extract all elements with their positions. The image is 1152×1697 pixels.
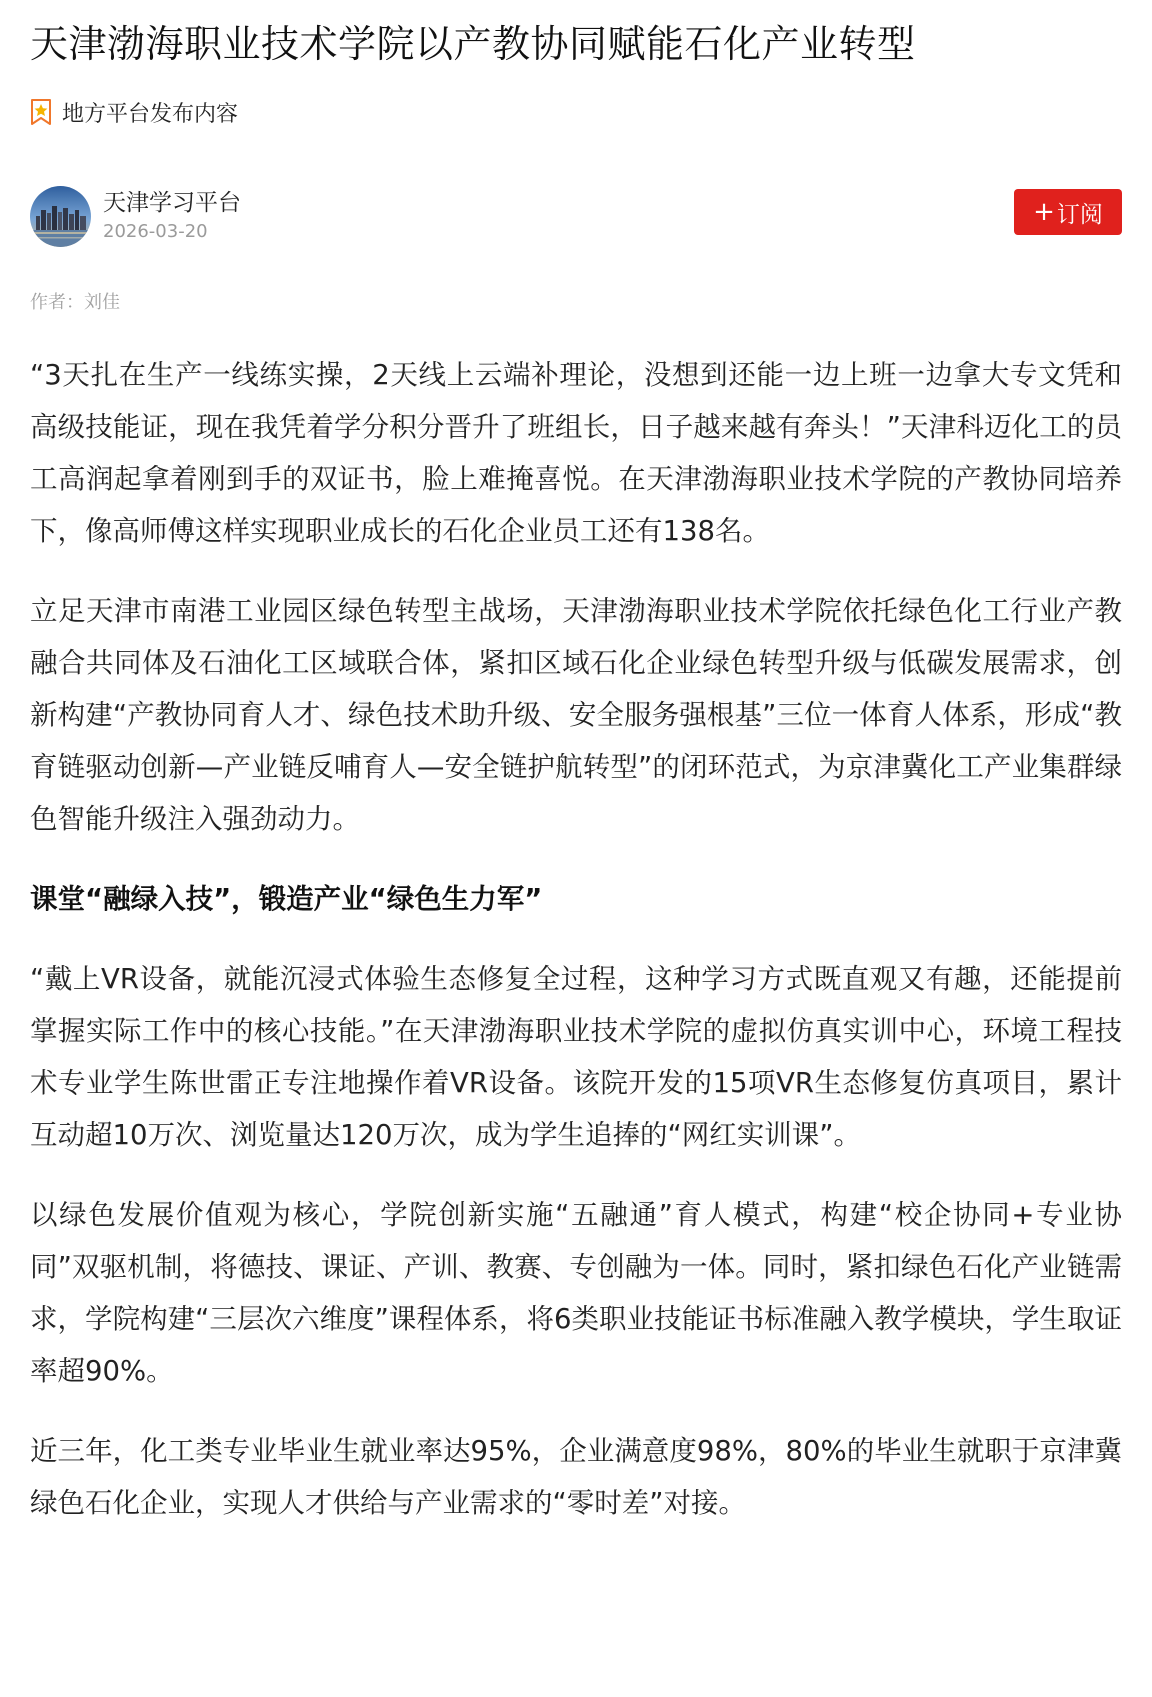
author-line: 作者：刘佳 <box>30 292 120 313</box>
article-paragraph: 近三年，化工类专业毕业生就业率达95%，企业满意度98%，80%的毕业生就职于京津冀绿色石化企业，实现人才供给与产业需求的“零时差”对接。 <box>30 1435 1122 1519</box>
publisher-avatar[interactable] <box>30 186 91 247</box>
subscribe-label: 订阅 <box>1056 201 1103 228</box>
article-paragraph: 立足天津市南港工业园区绿色转型主战场，天津渤海职业技术学院依托绿色化工行业产教融合共同体及石油化工区域联合体，紧扣区域石化企业绿色转型升级与低碳发展需求，创新构建“产教协同育人才、绿色技术助升级、安全服务强根基”三位一体育人体系，形成“教育链驱动创新—产业链反哺育人—安全链护航转型”的闭环范式，为京津冀化工产业集群绿色智能升级注入强劲动力。 <box>30 595 1122 835</box>
publisher-row <box>30 185 1122 247</box>
article-paragraph: 以绿色发展价值观为核心，学院创新实施“五融通”育人模式，构建“校企协同+专业协同”双驱机制，将德技、课证、产训、教赛、专创融为一体。同时，紧扣绿色石化产业链需求，学院构建“三层次六维度”课程体系，将6类职业技能证书标准融入教学模块，学生取证率超90%。 <box>30 1199 1122 1387</box>
plus-icon: + <box>1033 197 1055 227</box>
article-paragraph: “3天扎在生产一线练实操，2天线上云端补理论，没想到还能一边上班一边拿大专文凭和高级技能证，现在我凭着学分积分晋升了班组长，日子越来越有奔头！”天津科迈化工的员工高润起拿着刚到手的双证书，脸上难掩喜悦。在天津渤海职业技术学院的产教协同培养下，像高师傅这样实现职业成长的石化企业员工还有138名。 <box>30 359 1122 547</box>
article-paragraph: “戴上VR设备，就能沉浸式体验生态修复全过程，这种学习方式既直观又有趣，还能提前掌握实际工作中的核心技能。”在天津渤海职业技术学院的虚拟仿真实训中心，环境工程技术专业学生陈世雷正专注地操作着VR设备。该院开发的15项VR生态修复仿真项目，累计互动超10万次、浏览量达120万次，成为学生追捧的“网红实训课”。 <box>30 963 1122 1151</box>
publisher-meta <box>103 188 241 244</box>
source-tag-label: 地方平台发布内容 <box>62 101 239 127</box>
article-title: 天津渤海职业技术学院以产教协同赋能石化产业转型 <box>30 22 916 66</box>
section-heading: 课堂“融绿入技”，锻造产业“绿色生力军” <box>30 883 543 915</box>
subscribe-button[interactable] <box>1014 189 1122 235</box>
publish-date: 2026-03-20 <box>103 221 208 242</box>
star-badge-icon <box>30 99 52 125</box>
publisher-name[interactable]: 天津学习平台 <box>103 190 241 216</box>
source-tag <box>30 97 1122 127</box>
article-body <box>30 349 1122 1529</box>
